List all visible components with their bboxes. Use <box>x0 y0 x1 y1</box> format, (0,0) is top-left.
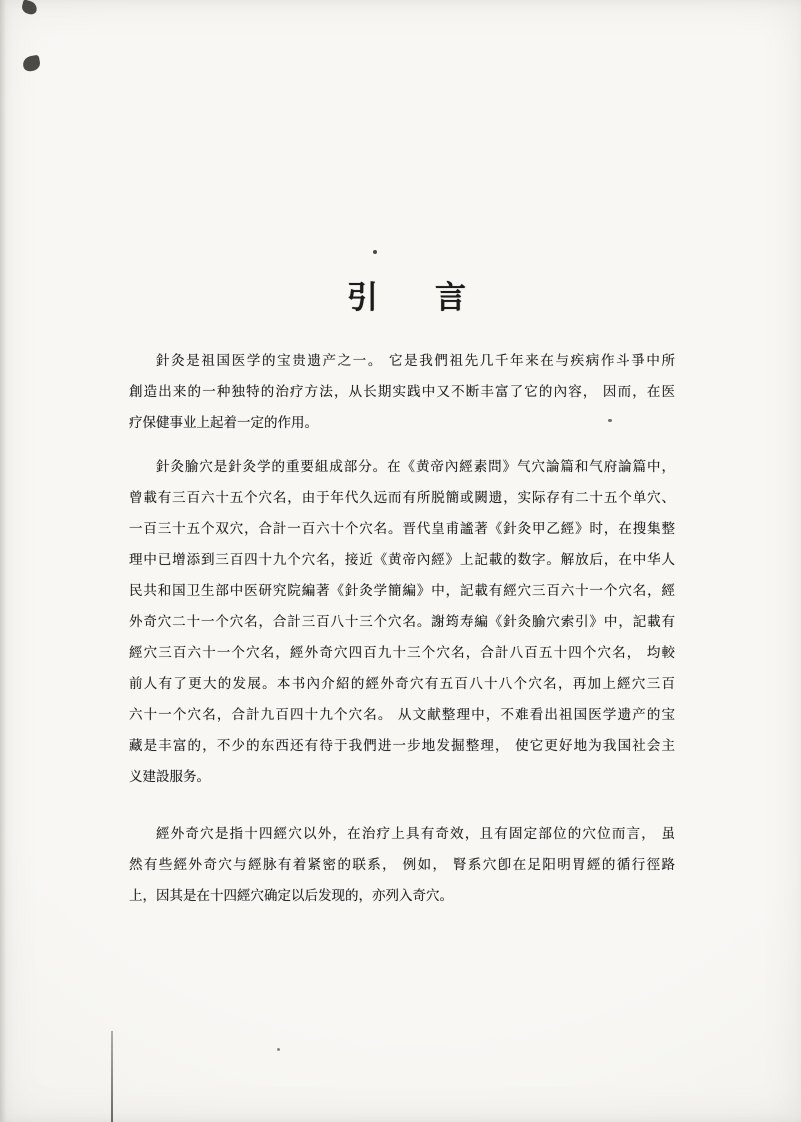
text-line: 曾載有三百六十五个穴名，由于年代久远而有所脱簡或闕遗，实际存有二十五个单穴、 <box>129 490 675 506</box>
paragraph <box>129 452 675 793</box>
scan-speck <box>22 55 41 73</box>
text-line: 經穴三百六十一个穴名，經外奇穴四百九十三个穴名，合計八百五十四个穴名， 均較 <box>129 645 675 661</box>
text-line: 疗保健事业上起着一定的作用。 <box>129 415 318 431</box>
text-line: 針灸腧穴是針灸学的重要組成部分。在《黄帝內經素問》气穴論篇和气府論篇中， <box>156 459 675 475</box>
text-line: 然有些經外奇穴与經脉有着紧密的联系， 例如， 腎系穴卽在足阳明胃經的循行徑路 <box>129 857 675 873</box>
chapter-title <box>139 281 675 315</box>
text-line: 前人有了更大的发展。本书內介紹的經外奇穴有五百八十八个穴名，再加上經穴三百 <box>129 676 675 692</box>
scan-speck <box>373 250 377 254</box>
page-content <box>129 281 675 912</box>
text-line: 創造出来的一种独特的治疗方法，从长期实践中又不断丰富了它的內容， 因而，在医 <box>129 384 675 400</box>
text-line: 理中已增添到三百四十九个穴名，接近《黄帝內經》上記載的数字。解放后，在中华人 <box>129 552 675 568</box>
scan-speck <box>277 1048 280 1051</box>
text-line: 針灸是祖国医学的宝贵遗产之一。 它是我們祖先几千年来在与疾病作斗爭中所 <box>156 353 675 369</box>
text-line: 經外奇穴是指十四經穴以外，在治疗上具有奇效，且有固定部位的穴位而言， 虽 <box>156 826 675 842</box>
title-character: 引 <box>347 280 379 316</box>
text-line: 六十一个穴名，合計九百四十九个穴名。 从文献整理中，不难看出祖国医学遗产的宝 <box>129 707 675 723</box>
text-line: 上，因其是在十四經穴确定以后发现的，亦列入奇穴。 <box>129 888 453 904</box>
paragraph <box>129 346 675 439</box>
text-line: 一百三十五个双穴，合計一百六十个穴名。晋代皇甫謐著《針灸甲乙經》时，在搜集整 <box>129 521 675 537</box>
text-line: 民共和国卫生部中医研究院編著《針灸学簡編》中，記載有經穴三百六十一个穴名，經 <box>129 583 675 599</box>
text-line: 藏是丰富的，不少的东西还有待于我們进一步地发掘整理， 使它更好地为我国社会主 <box>129 738 675 754</box>
page-gutter-line <box>111 1031 113 1122</box>
text-line: 义建設服务。 <box>129 769 210 785</box>
paragraph <box>129 819 675 912</box>
scan-speck <box>21 0 39 16</box>
title-character: 言 <box>435 280 467 316</box>
text-line: 外奇穴二十一个穴名，合計三百八十三个穴名。謝筠寿編《針灸腧穴索引》中，記載有 <box>129 614 675 630</box>
page-edge-shadow <box>0 0 6 1122</box>
